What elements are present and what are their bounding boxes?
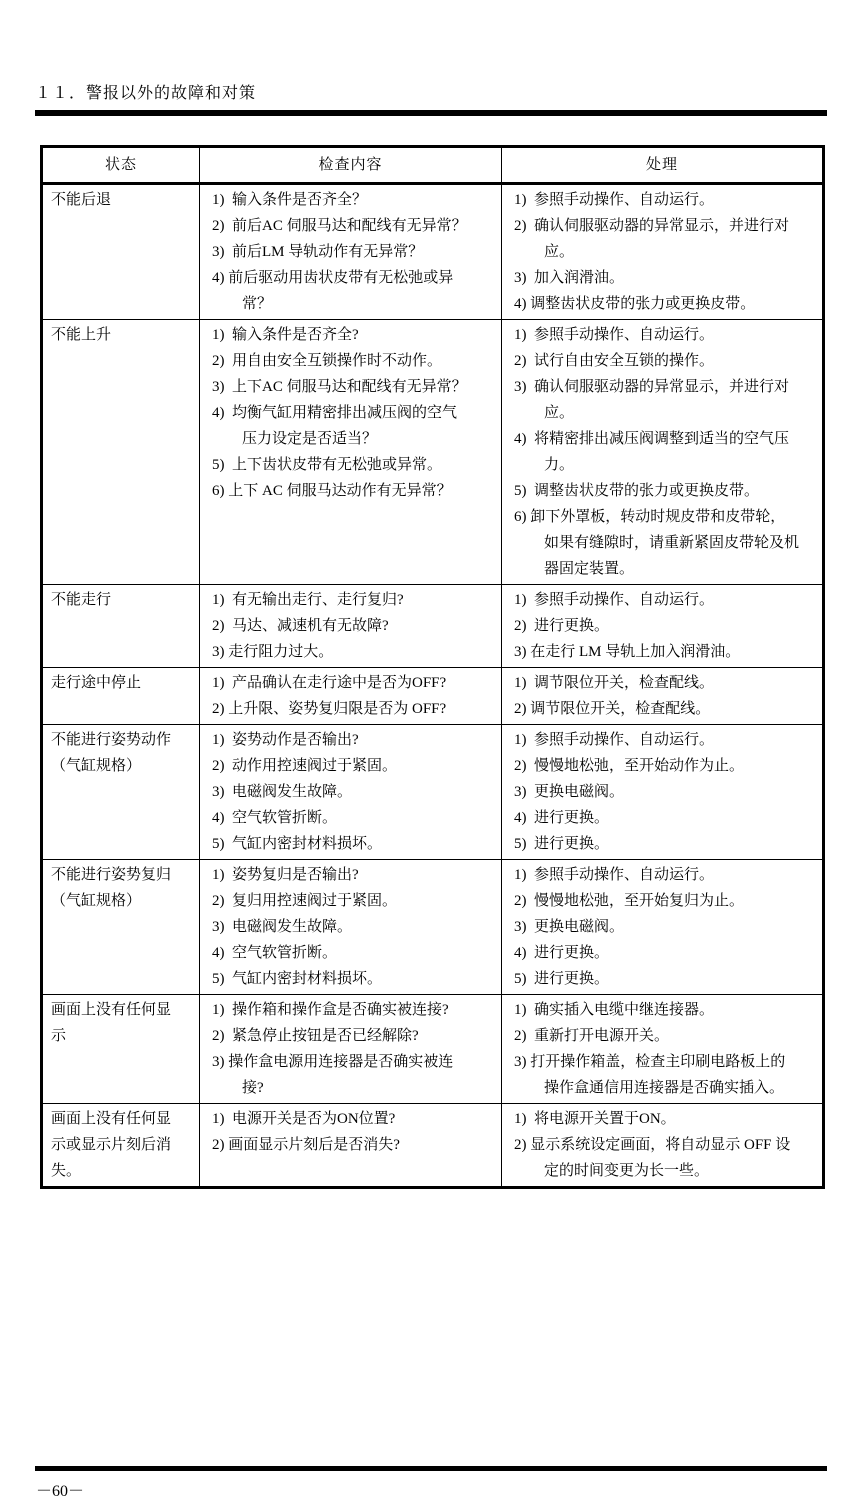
- status-cell: [42, 585, 200, 668]
- check-cell: [200, 860, 502, 995]
- action-item: 2) 调节限位开关，检查配线。: [514, 701, 711, 717]
- status-cell: [42, 320, 200, 585]
- status-cell: [42, 668, 200, 725]
- check-item: 1) 输入条件是否齐全?: [212, 327, 359, 343]
- action-item: 2) 试行自由安全互锁的操作。: [514, 353, 714, 369]
- action-item: 2) 进行更换。: [514, 618, 609, 634]
- status-cell: [42, 860, 200, 995]
- check-item: 5) 气缸内密封材料损坏。: [212, 836, 382, 852]
- page-number: －60－: [36, 1483, 85, 1500]
- check-item: 4) 前后驱动用齿状皮带有无松弛或异常？: [212, 270, 454, 312]
- action-item: 4) 将精密排出减压阀调整到适当的空气压力。: [514, 431, 789, 473]
- status-text: 不能进行姿势动作（气缸规格）: [51, 732, 172, 774]
- column-header-status: 状态: [42, 147, 200, 184]
- action-item: 5) 调整齿状皮带的张力或更换皮带。: [514, 483, 759, 499]
- action-item: 3) 打开操作箱盖，检查主印刷电路板上的操作盒通信用连接器是否确实插入。: [514, 1054, 786, 1096]
- status-text: 不能后退: [51, 192, 112, 208]
- check-item: 2) 复归用控速阀过于紧固。: [212, 893, 397, 909]
- check-cell: [200, 184, 502, 320]
- check-item: 3) 前后LM 导轨动作有无异常？: [212, 244, 424, 260]
- check-item: 2) 动作用控速阀过于紧固。: [212, 758, 397, 774]
- table-row: [42, 320, 824, 585]
- check-item: 3) 电磁阀发生故障。: [212, 784, 352, 800]
- action-item: 3) 加入润滑油。: [514, 270, 624, 286]
- status-cell: [42, 184, 200, 320]
- check-item: 3) 走行阻力过大。: [212, 644, 334, 660]
- check-cell: [200, 668, 502, 725]
- check-item: 1) 电源开关是否为ON位置?: [212, 1111, 396, 1127]
- title-rule: [35, 110, 827, 116]
- check-item: 1) 操作箱和操作盒是否确实被连接?: [212, 1002, 449, 1018]
- section-title: １１．警报以外的故障和对策: [35, 85, 257, 102]
- action-item: 3) 确认伺服驱动器的异常显示，并进行对应。: [514, 379, 789, 421]
- action-item: 2) 慢慢地松弛，至开始复归为止。: [514, 893, 744, 909]
- status-text: 画面上没有任何显示或显示片刻后消失。: [51, 1111, 172, 1179]
- action-item: 3) 在走行 LM 导轨上加入润滑油。: [514, 644, 741, 660]
- table-row: [42, 668, 824, 725]
- check-item: 4) 空气软管折断。: [212, 810, 337, 826]
- check-item: 1) 产品确认在走行途中是否为OFF?: [212, 675, 447, 691]
- column-header-action: 处理: [502, 147, 824, 184]
- action-item: 1) 调节限位开关，检查配线。: [514, 675, 714, 691]
- status-text: 不能走行: [51, 592, 112, 608]
- check-item: 2) 画面显示片刻后是否消失?: [212, 1137, 400, 1153]
- table-row: [42, 725, 824, 860]
- column-header-check: 检查内容: [200, 147, 502, 184]
- action-item: 1) 确实插入电缆中继连接器。: [514, 1002, 714, 1018]
- check-item: 1) 姿势动作是否输出?: [212, 732, 359, 748]
- check-item: 4) 均衡气缸用精密排出减压阀的空气压力设定是否适当？: [212, 405, 457, 447]
- action-cell: [502, 1104, 824, 1188]
- header-row: [42, 147, 824, 184]
- check-item: 1) 输入条件是否齐全？: [212, 192, 367, 208]
- check-item: 2) 紧急停止按钮是否已经解除?: [212, 1028, 419, 1044]
- action-item: 1) 参照手动操作、自动运行。: [514, 732, 714, 748]
- action-item: 4) 进行更换。: [514, 810, 609, 826]
- action-cell: [502, 585, 824, 668]
- troubleshooting-table: [40, 145, 825, 1189]
- table-row: [42, 1104, 824, 1188]
- check-cell: [200, 585, 502, 668]
- action-item: 2) 慢慢地松弛，至开始动作为止。: [514, 758, 744, 774]
- footer-rule: [35, 1466, 827, 1471]
- check-item: 2) 用自由安全互锁操作时不动作。: [212, 353, 442, 369]
- action-item: 1) 参照手动操作、自动运行。: [514, 327, 714, 343]
- status-cell: [42, 1104, 200, 1188]
- check-item: 6) 上下 AC 伺服马达动作有无异常？: [212, 483, 452, 499]
- check-item: 5) 上下齿状皮带有无松弛或异常。: [212, 457, 442, 473]
- action-item: 2) 显示系统设定画面，将自动显示 OFF 设定的时间变更为长一些。: [514, 1137, 791, 1179]
- status-text: 不能进行姿势复归（气缸规格）: [51, 867, 172, 909]
- table-row: [42, 184, 824, 320]
- table-row: [42, 995, 824, 1104]
- table-row: [42, 860, 824, 995]
- check-item: 2) 马达、减速机有无故障?: [212, 618, 389, 634]
- action-cell: [502, 725, 824, 860]
- table-header: [42, 147, 824, 184]
- status-text: 不能上升: [51, 327, 112, 343]
- status-text: 走行途中停止: [51, 675, 142, 691]
- check-cell: [200, 1104, 502, 1188]
- check-item: 3) 操作盒电源用连接器是否确实被连接?: [212, 1054, 454, 1096]
- check-item: 1) 姿势复归是否输出?: [212, 867, 359, 883]
- action-item: 1) 将电源开关置于ON。: [514, 1111, 676, 1127]
- action-item: 3) 更换电磁阀。: [514, 784, 624, 800]
- check-item: 3) 电磁阀发生故障。: [212, 919, 352, 935]
- action-item: 5) 进行更换。: [514, 971, 609, 987]
- check-item: 3) 上下AC 伺服马达和配线有无异常？: [212, 379, 467, 395]
- action-item: 1) 参照手动操作、自动运行。: [514, 867, 714, 883]
- action-item: 2) 确认伺服驱动器的异常显示，并进行对应。: [514, 218, 789, 260]
- status-text: 画面上没有任何显示: [51, 1002, 172, 1044]
- check-item: 4) 空气软管折断。: [212, 945, 337, 961]
- check-cell: [200, 995, 502, 1104]
- action-cell: [502, 668, 824, 725]
- table-body: [42, 184, 824, 1188]
- check-item: 5) 气缸内密封材料损坏。: [212, 971, 382, 987]
- action-item: 4) 进行更换。: [514, 945, 609, 961]
- check-item: 2) 上升限、姿势复归限是否为 OFF?: [212, 701, 447, 717]
- status-cell: [42, 725, 200, 860]
- action-item: 2) 重新打开电源开关。: [514, 1028, 669, 1044]
- action-cell: [502, 184, 824, 320]
- check-cell: [200, 320, 502, 585]
- action-cell: [502, 320, 824, 585]
- table-row: [42, 585, 824, 668]
- check-item: 1) 有无输出走行、走行复归?: [212, 592, 404, 608]
- action-item: 6) 卸下外罩板，转动时规皮带和皮带轮，如果有缝隙时，请重新紧固皮带轮及机器固定装置。: [514, 509, 800, 577]
- action-cell: [502, 995, 824, 1104]
- action-cell: [502, 860, 824, 995]
- status-cell: [42, 995, 200, 1104]
- action-item: 4) 调整齿状皮带的张力或更换皮带。: [514, 296, 756, 312]
- check-cell: [200, 725, 502, 860]
- check-item: 2) 前后AC 伺服马达和配线有无异常？: [212, 218, 467, 234]
- action-item: 1) 参照手动操作、自动运行。: [514, 192, 714, 208]
- action-item: 3) 更换电磁阀。: [514, 919, 624, 935]
- action-item: 1) 参照手动操作、自动运行。: [514, 592, 714, 608]
- action-item: 5) 进行更换。: [514, 836, 609, 852]
